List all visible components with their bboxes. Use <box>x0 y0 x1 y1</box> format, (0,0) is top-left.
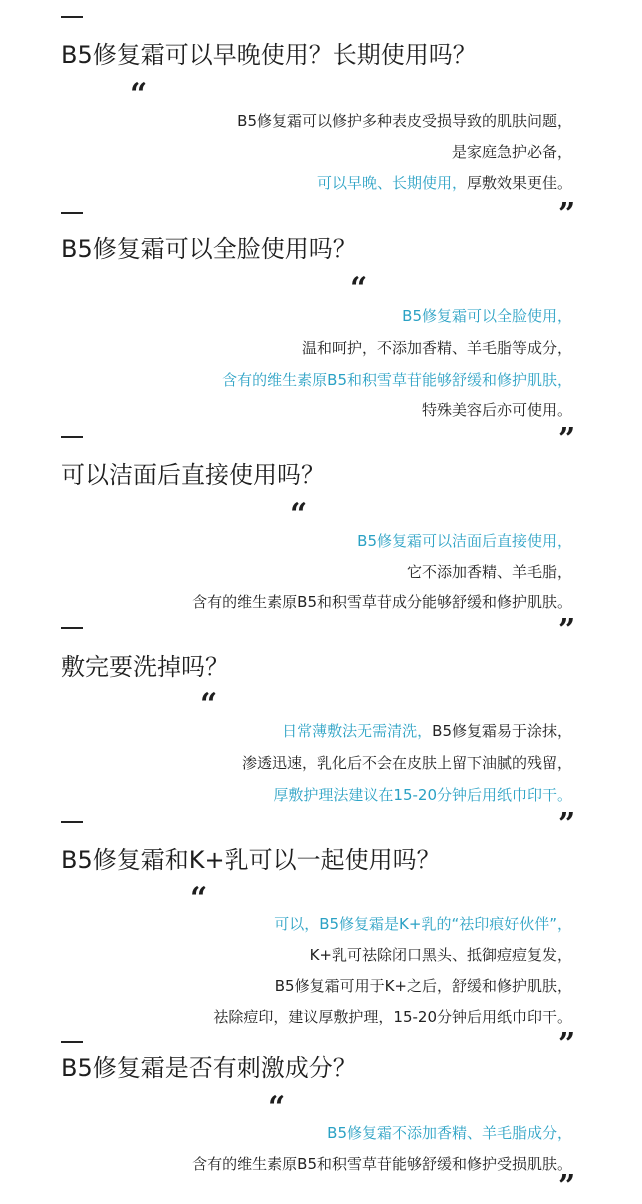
open-quote-icon: “ <box>190 881 208 916</box>
answer-text: 它不添加香精、羊毛脂， <box>406 563 572 581</box>
section-divider <box>61 212 83 214</box>
answer-text: 渗透迅速，乳化后不会在皮肤上留下油腻的残留， <box>241 754 572 772</box>
section-divider <box>61 821 83 823</box>
close-quote-icon: ” <box>558 197 576 232</box>
open-quote-icon: “ <box>130 77 148 112</box>
answer-line <box>422 400 572 420</box>
answer-line <box>357 531 572 551</box>
answer-text: B5修复霜可用于K+之后，舒缓和修护肌肤， <box>274 977 572 995</box>
question-title: B5修复霜可以早晚使用？长期使用吗？ <box>61 41 477 69</box>
answer-highlight: B5修复霜可以全脸使用， <box>402 307 572 325</box>
answer-highlight: B5修复霜不添加香精、羊毛脂成分， <box>327 1124 572 1142</box>
close-quote-icon: ” <box>558 1027 576 1062</box>
section-divider <box>61 436 83 438</box>
answer-text: 祛除痘印，建议厚敷护理，15-20分钟后用纸巾印干。 <box>213 1008 572 1026</box>
answer-line <box>273 785 572 805</box>
answer-line <box>317 173 572 193</box>
question-title: 敷完要洗掉吗？ <box>61 653 229 681</box>
section-divider <box>61 1041 83 1043</box>
answer-line <box>213 1007 572 1027</box>
close-quote-icon: ” <box>558 807 576 842</box>
answer-line <box>222 370 572 390</box>
answer-text: 含有的维生素原B5和积雪草苷成分能够舒缓和修护肌肤。 <box>192 593 572 611</box>
answer-line <box>192 592 572 612</box>
open-quote-icon: “ <box>200 687 218 722</box>
open-quote-icon: “ <box>290 497 308 532</box>
close-quote-icon: ” <box>558 422 576 457</box>
answer-highlight: 含有的维生素原B5和积雪草苷能够舒缓和修护肌肤， <box>222 371 572 389</box>
close-quote-icon: ” <box>558 613 576 648</box>
section-divider <box>61 16 83 18</box>
answer-highlight: 日常薄敷法无需清洗， <box>282 722 433 740</box>
answer-line <box>327 1123 572 1143</box>
answer-text: 是家庭急护必备， <box>451 143 572 161</box>
section-divider <box>61 627 83 629</box>
answer-text: 特殊美容后亦可使用。 <box>421 401 572 419</box>
answer-line <box>237 111 572 131</box>
open-quote-icon: “ <box>268 1090 286 1125</box>
open-quote-icon: “ <box>350 271 368 306</box>
answer-line <box>452 142 572 162</box>
answer-line <box>192 1154 572 1174</box>
answer-line <box>275 976 572 996</box>
answer-text: B5修复霜可以修护多种表皮受损导致的肌肤问题， <box>237 112 572 130</box>
answer-line <box>242 753 572 773</box>
question-title: B5修复霜可以全脸使用吗？ <box>61 235 357 263</box>
answer-line <box>274 914 572 934</box>
answer-line <box>407 562 572 582</box>
question-title: B5修复霜和K+乳可以一起使用吗？ <box>61 846 441 874</box>
answer-highlight: 厚敷护理法建议在15-20分钟后用纸巾印干。 <box>273 786 572 804</box>
answer-highlight: B5修复霜可以洁面后直接使用， <box>357 532 572 550</box>
answer-highlight: 可以，B5修复霜是K+乳的“祛印痕好伙伴”， <box>274 915 572 933</box>
answer-line <box>402 306 572 326</box>
answer-text: K+乳可祛除闭口黑头、抵御痘痘复发， <box>309 946 572 964</box>
close-quote-icon: ” <box>558 1169 576 1204</box>
answer-text: 厚敷效果更佳。 <box>466 174 572 192</box>
answer-text: 含有的维生素原B5和积雪草苷能够舒缓和修护受损肌肤。 <box>192 1155 572 1173</box>
answer-line <box>310 945 572 965</box>
answer-line <box>282 721 572 741</box>
answer-line <box>302 338 572 358</box>
answer-text: B5修复霜易于涂抹， <box>432 722 572 740</box>
answer-highlight: 可以早晚、长期使用， <box>316 174 467 192</box>
answer-text: 温和呵护，不添加香精、羊毛脂等成分， <box>301 339 572 357</box>
question-title: B5修复霜是否有刺激成分？ <box>61 1054 357 1082</box>
question-title: 可以洁面后直接使用吗？ <box>61 461 325 489</box>
